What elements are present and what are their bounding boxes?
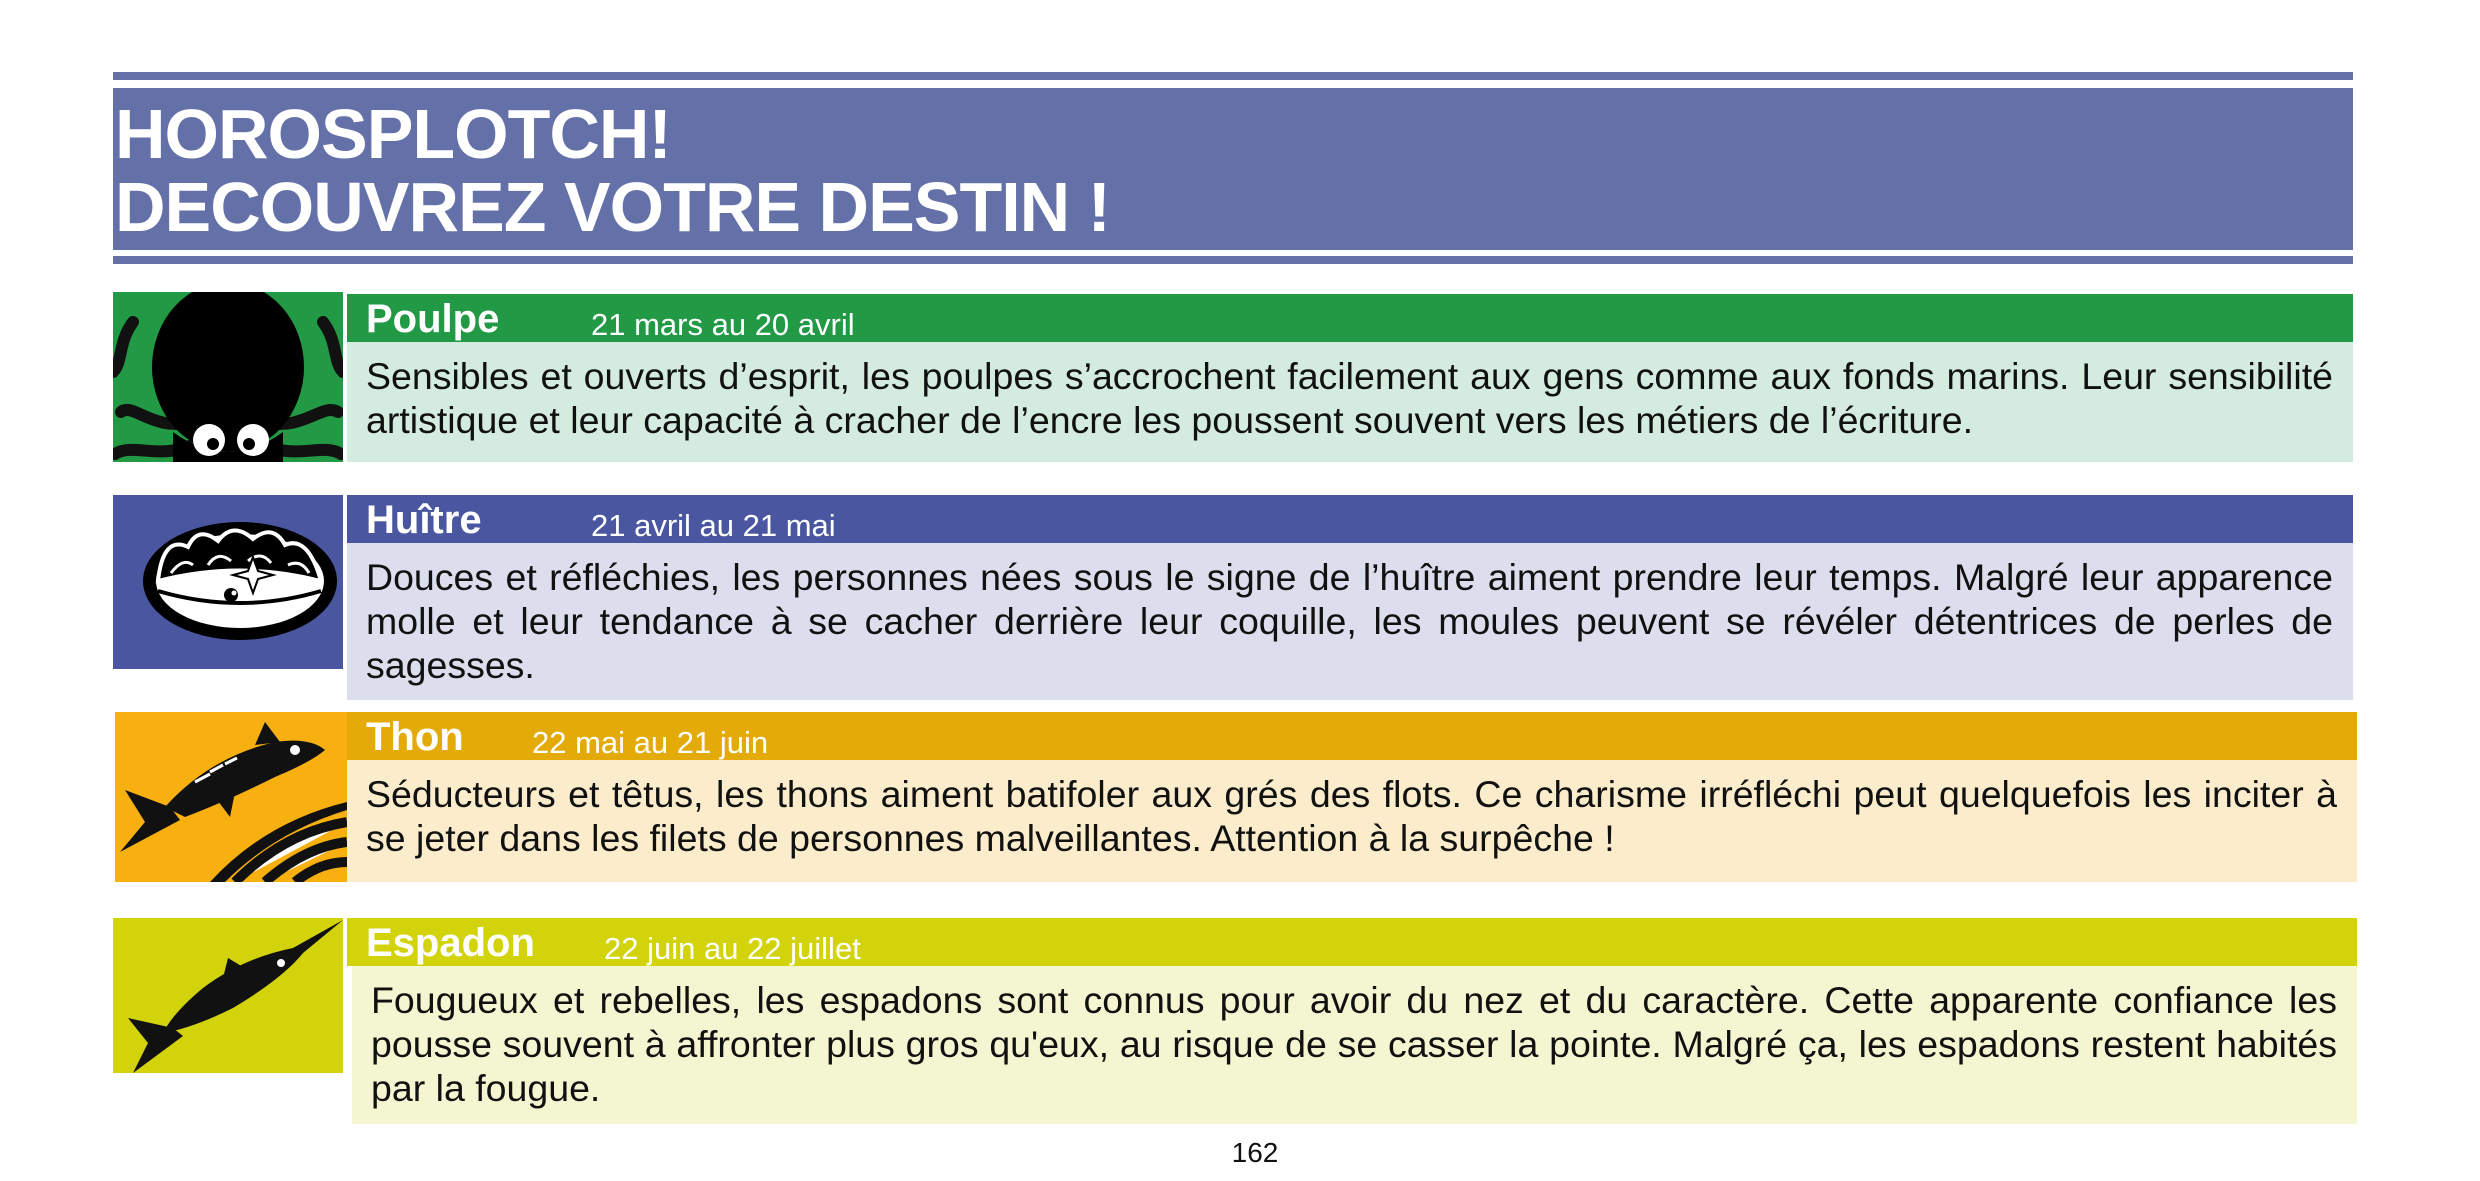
sign-description-box (347, 342, 2353, 462)
sign-header-bar (347, 294, 2353, 342)
sign-header-bar (347, 918, 2357, 966)
sign-header-bar (347, 712, 2357, 760)
sign-dates: 21 mars au 20 avril (591, 307, 855, 342)
sign-name: Thon (366, 715, 464, 759)
header-rule-bottom (113, 256, 2353, 264)
page-number: 162 (1231, 1137, 1279, 1168)
sign-name: Poulpe (366, 297, 500, 341)
sign-description-box (352, 966, 2357, 1124)
tuna-icon (115, 712, 347, 882)
sign-description-box (347, 543, 2353, 700)
sign-dates: 22 mai au 21 juin (532, 725, 769, 760)
page-header (113, 88, 2353, 250)
sign-description: Fougueux et rebelles, les espadons sont connus pour avoir du nez et du caractère. Cette apparente confiance les pousse souvent à affronter plus gros qu'eux, au risque de se casser la pointe. Malgré ça, les espadons restent habités par la fougue. (371, 979, 2337, 1109)
sign-name: Huître (366, 498, 482, 542)
octopus-icon (113, 292, 343, 462)
sign-description-box (347, 760, 2357, 882)
sign-description: Douces et réfléchies, les personnes nées sous le signe de l’huître aiment prendre leur temps. Malgré leur apparence molle et leur tendance à se cacher derrière leur coquille, les moules peuvent se révéler détentrices de perles de sagesses. (366, 556, 2333, 686)
header-rule-top (113, 72, 2353, 80)
sign-header-bar (347, 495, 2353, 543)
oyster-icon (113, 495, 343, 669)
sign-dates: 22 juin au 22 juillet (604, 931, 861, 966)
sign-description: Séducteurs et têtus, les thons aiment batifoler aux grés des flots. Ce charisme irréfléchi peut quelquefois les inciter à se jeter dans les filets de personnes malveillantes. Attention à la surpêche ! (366, 773, 2337, 859)
sign-name: Espadon (366, 921, 535, 965)
swordfish-icon (113, 918, 343, 1073)
page-title: HOROSPLOTCH! DECOUVREZ VOTRE DESTIN ! (115, 95, 1110, 246)
sign-description: Sensibles et ouverts d’esprit, les poulpes s’accrochent facilement aux gens comme aux fonds marins. Leur sensibilité artistique et leur capacité à cracher de l’encre les poussent souvent vers les métiers de l’écriture. (366, 355, 2333, 441)
sign-dates: 21 avril au 21 mai (591, 508, 836, 543)
